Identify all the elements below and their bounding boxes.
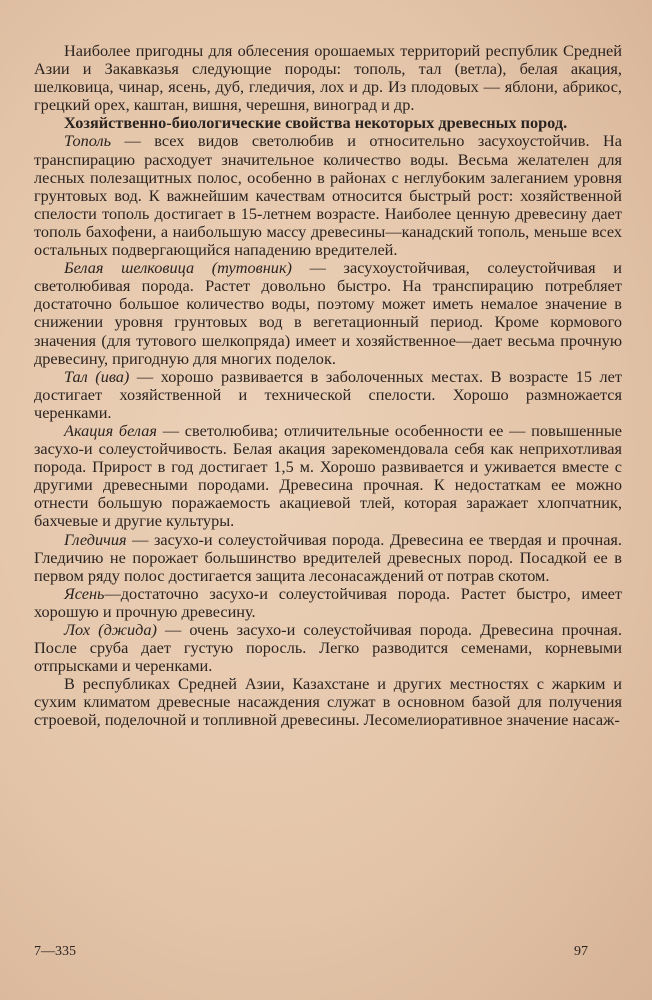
species-description: — засухо-и солеустойчивая порода. Древесина ее твердая и прочная. Гледичию не порожает большинство вредителей древесных пород. Посадкой ее в первом ряду полос достигается защита лесонасаждений от потрав скотом. <box>34 529 622 585</box>
species-description: —достаточно засухо-и солеустойчивая порода. Растет быстро, имеет хорошую и прочную древесину. <box>34 583 622 621</box>
species-name: Гледичия <box>64 529 127 549</box>
species-name: Акация белая <box>64 420 157 440</box>
section-heading: Хозяйственно-биологические свойства некоторых древесных пород. <box>64 113 568 133</box>
species-paragraph-ash <box>34 585 622 621</box>
species-name: Тополь <box>64 131 111 151</box>
species-name: Тал (ива) <box>64 366 130 386</box>
species-description: — светолюбива; отличительные особенности ее — повышенные засухо-и солеустойчивость. Белая акация зарекомендовала себя как неприхотливая порода. Прирост в год достигает 1,5 м. Хорошо развивается и уживается вместе с другими древесными породами. Древесина прочная. К недостаткам ее можно отнести большую поражаемость акациевой тлей, которая заражает хлопчатник, бахчевые и другие культуры. <box>34 420 623 531</box>
species-paragraph-willow <box>34 368 622 422</box>
species-paragraph-mulberry <box>34 259 622 368</box>
species-name: Лох (джида) <box>64 620 157 639</box>
intro-paragraph: Наиболее пригодны для облесения орошаемых территорий республик Средней Азии и Закавказья следующие породы: тополь, тал (ветла), белая акация, шелковица, чинар, ясень, дуб, гледичия, лох и др. Из плодовых — яблони, абрикос, грецкий орех, каштан, вишня, черешня, виноград и др. <box>34 41 622 115</box>
species-paragraph-gleditsia <box>34 531 622 585</box>
species-description: — засухоустойчивая, солеустойчивая и светолюбивая порода. Растет довольно быстро. На транспирацию потребляет достаточно большое количество воды, поэтому может иметь немалое значение в снижении уровня грунтовых вод в вегетационный период. Кроме кормового значения (для тутового шелкопряда) имеет и хозяйственное—дает весьма прочную древесину, пригодную для многих поделок. <box>34 258 623 368</box>
printer-signature: 7—335 <box>34 944 76 959</box>
species-paragraph-acacia <box>34 422 622 531</box>
species-name: Ясень <box>64 583 105 603</box>
species-paragraph-oleaster <box>34 621 622 675</box>
species-name: Белая шелковица (тутовник) <box>64 258 292 278</box>
closing-paragraph: В республиках Средней Азии, Казахстане и других местностях с жарким и сухим климатом древесные насаждения служат в основном базой для получения строевой, поделочной и топливной древесины. Лесомелиоративное значение насаж- <box>34 674 622 730</box>
page-number: 97 <box>574 944 588 959</box>
species-description: — хорошо развивается в заболоченных местах. В возрасте 15 лет достигает хозяйственной и технической спелости. Хорошо размножается черенками. <box>34 366 622 422</box>
page-body <box>34 42 622 730</box>
species-paragraph-poplar <box>34 132 622 259</box>
species-description: — очень засухо-и солеустойчивая порода. Древесина прочная. После сруба дает густую поросль. Легко разводится семенами, корневыми отпрысками и черенками. <box>34 620 622 676</box>
species-description: — всех видов светолюбив и относительно засухоустойчив. На транспирацию расходует значительное количество воды. Весьма желателен для лесных полезащитных полос, особенно в районах с неглубоким залеганием уровня грунтовых вод. К важнейшим качествам относится быстрый рост: хозяйственной спелости тополь достигает в 15-летнем возрасте. Наиболее ценную древесину дает тополь бахофени, а наибольшую массу древесины—канадский тополь, меньше всех остальных подвергающийся нападению вредителей. <box>34 131 622 260</box>
